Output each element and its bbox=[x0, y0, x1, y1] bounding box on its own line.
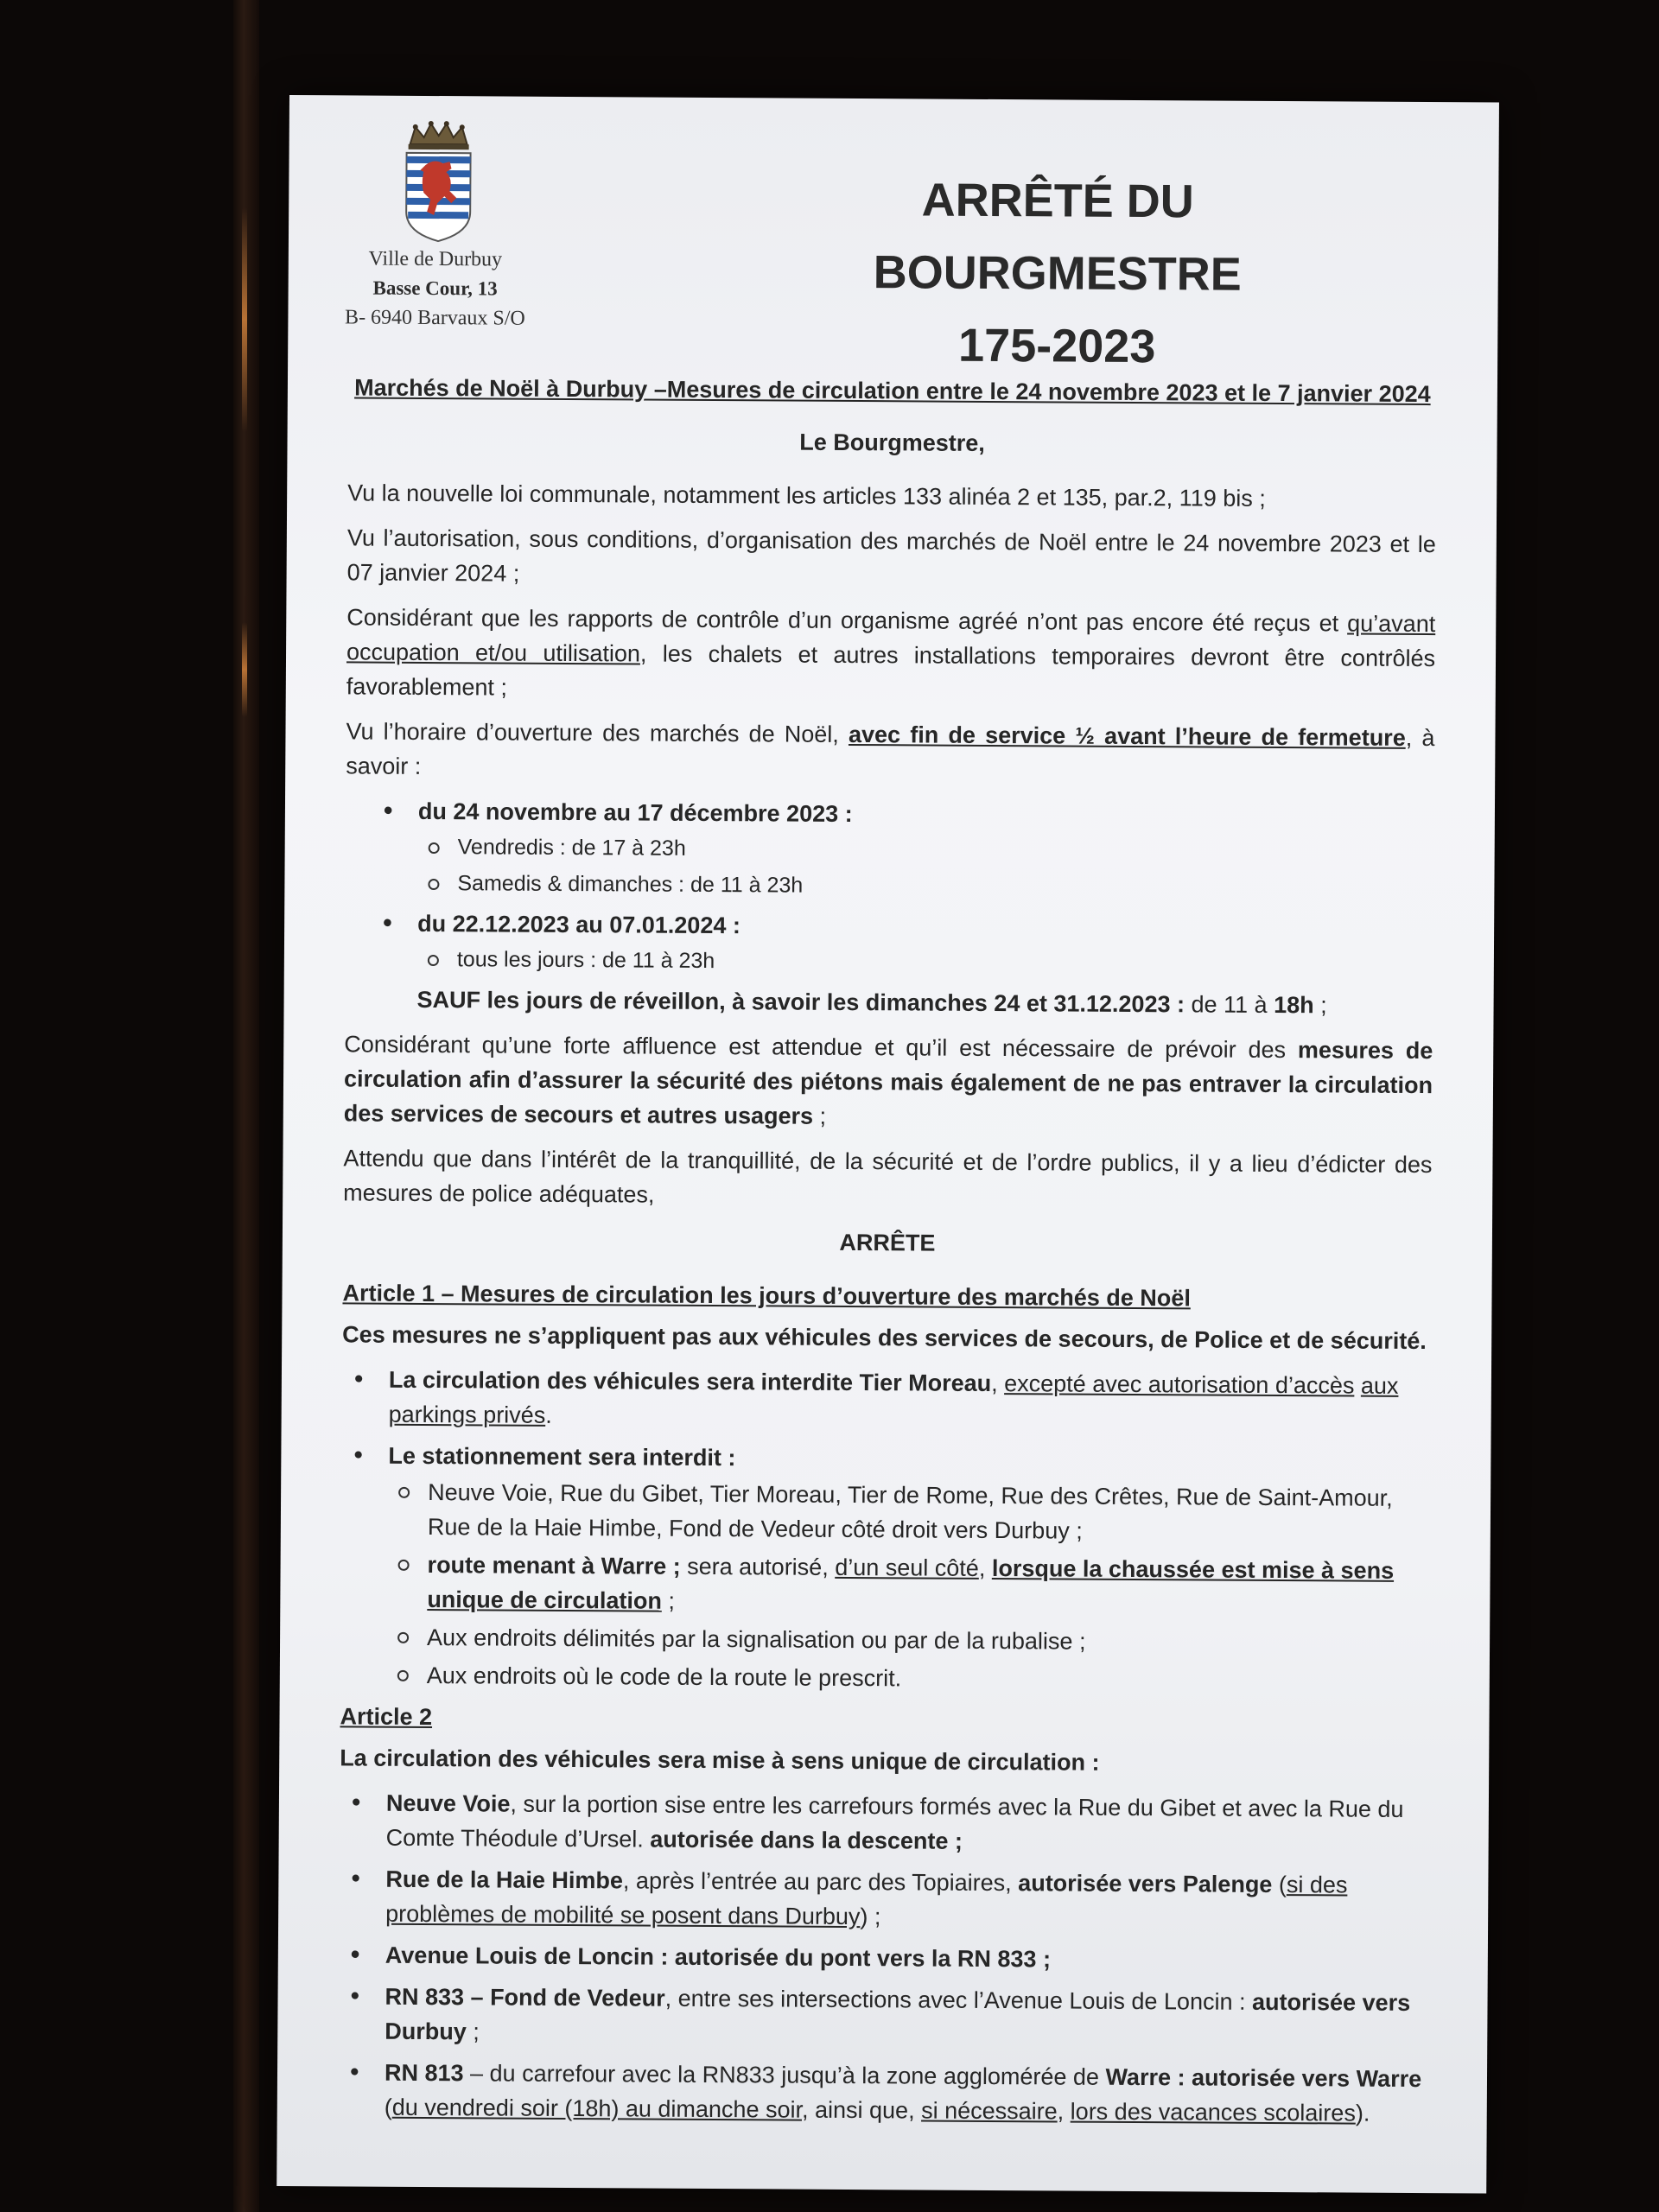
article-2-intro: La circulation des véhicules sera mise à sens unique de circulation : bbox=[340, 1745, 1100, 1776]
document-title bbox=[737, 162, 1378, 385]
consideration-paragraph bbox=[344, 1027, 1433, 1137]
text-span: Considérant qu’une forte affluence est attendue et qu’il est nécessaire de prévoir des bbox=[344, 1031, 1298, 1064]
text-span: , les chalets et autres installations temporaires devront être contrôlés favorablement ; bbox=[346, 640, 1436, 701]
text-span: , entre ses intersections avec l’Avenue Louis de Loncin : bbox=[664, 1985, 1253, 2015]
schedule-item: Samedis & dimanches : de 11 à 23h bbox=[417, 867, 1433, 906]
article-2-title: Article 2 bbox=[340, 1703, 433, 1731]
preamble-paragraph bbox=[346, 600, 1436, 710]
text-span: Neuve Voie bbox=[385, 1789, 511, 1817]
decree-number: 175-2023 bbox=[957, 319, 1156, 373]
text-span: route menant à Warre ; bbox=[427, 1552, 681, 1580]
parking-ban-item bbox=[387, 1548, 1429, 1623]
article-1-list bbox=[340, 1362, 1431, 1699]
text-span: ; bbox=[813, 1103, 827, 1129]
underlined-text: lors des vacances scolaires bbox=[1070, 2098, 1356, 2126]
underlined-text: si des problèmes de mobilité se posent dans Durbuy bbox=[385, 1872, 1348, 1930]
preamble-paragraph bbox=[346, 714, 1434, 790]
decree-heading: ARRÊTE bbox=[839, 1229, 936, 1256]
parking-ban-item: Neuve Voie, Rue du Gibet, Tier Moreau, Tier de Rome, Rue des Crêtes, Rue de Saint-Amour, Rue de la Haie Himbe, Fond de Vedeur côté droit vers Durbuy ; bbox=[388, 1475, 1430, 1550]
text-span: , ainsi que, bbox=[801, 2096, 922, 2124]
text-span: – du carrefour avec la RN833 jusqu’à la zone agglomérée de bbox=[463, 2060, 1106, 2090]
parking-ban-item: Aux endroits délimités par la signalisation ou par de la rubalise ; bbox=[387, 1620, 1429, 1661]
signatory-heading: Le Bourgmestre, bbox=[799, 429, 985, 456]
underlined-text: d’un seul côté bbox=[835, 1554, 979, 1581]
article-2-item bbox=[340, 1785, 1428, 1861]
period-label: du 24 novembre au 17 décembre 2023 : bbox=[417, 798, 853, 827]
article-2-item bbox=[338, 2055, 1427, 2131]
text-span: La circulation des véhicules sera interdite Tier Moreau bbox=[388, 1366, 992, 1396]
text-span: ( bbox=[1272, 1871, 1287, 1898]
postal-address: B- 6940 Barvaux S/O bbox=[345, 306, 525, 330]
schedule-sublist bbox=[417, 943, 1433, 982]
decree-document bbox=[276, 95, 1499, 2194]
text-span: ; bbox=[1313, 992, 1327, 1019]
text-span: ; bbox=[466, 2018, 480, 2045]
schedule-sublist bbox=[417, 830, 1433, 906]
text-span: ). bbox=[1355, 2100, 1370, 2126]
durbuy-coat-of-arms-icon bbox=[399, 118, 478, 249]
document-body bbox=[338, 370, 1437, 2138]
text-span: ) ; bbox=[860, 1904, 881, 1930]
text-span: , bbox=[991, 1370, 1005, 1397]
article-2-item bbox=[339, 1861, 1427, 1937]
underlined-text: si nécessaire bbox=[921, 2097, 1058, 2125]
text-span: sera autorisé, bbox=[680, 1553, 836, 1580]
text-span: , après l’entrée au parc des Topiaires, bbox=[622, 1867, 1019, 1897]
text-span: ; bbox=[661, 1587, 676, 1614]
ambient-light-reflection bbox=[242, 207, 247, 432]
article-1-intro: Ces mesures ne s’appliquent pas aux véhicules des services de secours, de Police et de sécurité. bbox=[342, 1321, 1427, 1355]
consideration-paragraph: Attendu que dans l’intérêt de la tranquillité, de la sécurité et de l’ordre publics, il y a lieu d’édicter des mesures de police adéquates, bbox=[343, 1145, 1433, 1208]
text-span: 18h bbox=[1274, 991, 1314, 1019]
article-2-item bbox=[338, 1979, 1427, 2055]
city-name: Ville de Durbuy bbox=[368, 247, 503, 271]
title-line-1: ARRÊTÉ DU BOURGMESTRE bbox=[873, 174, 1242, 301]
text-span: Rue de la Haie Himbe bbox=[385, 1866, 624, 1894]
underlined-text: du vendredi soir (18h) au dimanche soir bbox=[391, 2094, 803, 2123]
period-label: du 22.12.2023 au 07.01.2024 : bbox=[417, 910, 741, 939]
street-address: Basse Cour, 13 bbox=[372, 276, 498, 300]
schedule-period bbox=[345, 793, 1434, 906]
article-2-item: • Avenue Louis de Loncin : autorisée du pont vers la RN 833 ; bbox=[339, 1937, 1427, 1979]
parking-ban-item: Aux endroits où le code de la route le prescrit. bbox=[387, 1658, 1429, 1699]
text-span: , sur la portion sise entre les carrefours formés avec la Rue du Gibet et avec la Rue du Comte Théodule d’Ursel. bbox=[385, 1790, 1404, 1853]
text-span: ( bbox=[384, 2094, 392, 2120]
text-span: , bbox=[978, 1554, 992, 1581]
article-1-item bbox=[340, 1438, 1431, 1699]
text-span: Warre : autorisée vers Warre bbox=[1105, 2063, 1422, 2093]
text-span: RN 833 – Fond de Vedeur bbox=[385, 1983, 665, 2012]
text-span: , bbox=[1057, 2098, 1071, 2125]
city-address-block bbox=[322, 244, 548, 334]
article-1-item bbox=[342, 1362, 1431, 1438]
underlined-text: excepté avec autorisation d’accès bbox=[1004, 1370, 1355, 1399]
text-span: autorisée vers Durbuy bbox=[385, 1988, 1411, 2045]
schedule-list bbox=[345, 793, 1434, 982]
text-span: SAUF les jours de réveillon, à savoir les dimanches 24 et 31.12.2023 : bbox=[416, 986, 1185, 1018]
underlined-text: avec fin de service ½ avant l’heure de fermeture bbox=[848, 721, 1406, 751]
text-span: autorisée dans la descente ; bbox=[650, 1826, 963, 1854]
preamble-paragraph: Vu la nouvelle loi communale, notamment les articles 133 alinéa 2 et 135, par.2, 119 bis ; bbox=[347, 480, 1266, 512]
underlined-text: qu’avant occupation et/ou utilisation bbox=[346, 610, 1436, 667]
text-span: , à savoir : bbox=[346, 724, 1435, 779]
article-1-title: Article 1 – Mesures de circulation les jours d’ouverture des marchés de Noël bbox=[342, 1280, 1191, 1312]
text-span: . bbox=[545, 1402, 552, 1428]
underlined-text: lorsque la chaussée est mise à sens unique de circulation bbox=[427, 1554, 1395, 1614]
exception-note bbox=[416, 982, 1433, 1023]
text-span: de 11 à bbox=[1184, 991, 1274, 1018]
schedule-item: Vendredis : de 17 à 23h bbox=[418, 830, 1434, 869]
document-header bbox=[288, 95, 1499, 373]
ambient-light-reflection bbox=[242, 622, 247, 717]
article-2-list bbox=[338, 1785, 1428, 2131]
text-span: Considérant que les rapports de contrôle d’un organisme agréé n’ont pas encore été reçus et bbox=[346, 604, 1348, 637]
text-span: Le stationnement sera interdit : bbox=[388, 1442, 736, 1471]
text-span: autorisée vers Palenge bbox=[1018, 1870, 1273, 1897]
underlined-text: aux parkings privés bbox=[388, 1372, 1399, 1428]
schedule-period bbox=[345, 906, 1433, 982]
text-span: RN 813 bbox=[384, 2059, 464, 2087]
parking-ban-sublist bbox=[387, 1475, 1431, 1699]
decree-subject: Marchés de Noël à Durbuy –Mesures de circulation entre le 24 novembre 2023 et le 7 janvier 2024 bbox=[354, 374, 1431, 408]
text-span: Vu l’horaire d’ouverture des marchés de Noël, bbox=[346, 718, 849, 747]
text-span: mesures de circulation afin d’assurer la sécurité des piétons mais également de ne pas entraver la circulation des services de secours et autres usagers bbox=[343, 1037, 1433, 1129]
preamble-paragraph: Vu l’autorisation, sous conditions, d’organisation des marchés de Noël entre le 24 novembre 2023 et le 07 janvier 2024 ; bbox=[346, 524, 1436, 587]
schedule-item: tous les jours : de 11 à 23h bbox=[417, 943, 1433, 982]
